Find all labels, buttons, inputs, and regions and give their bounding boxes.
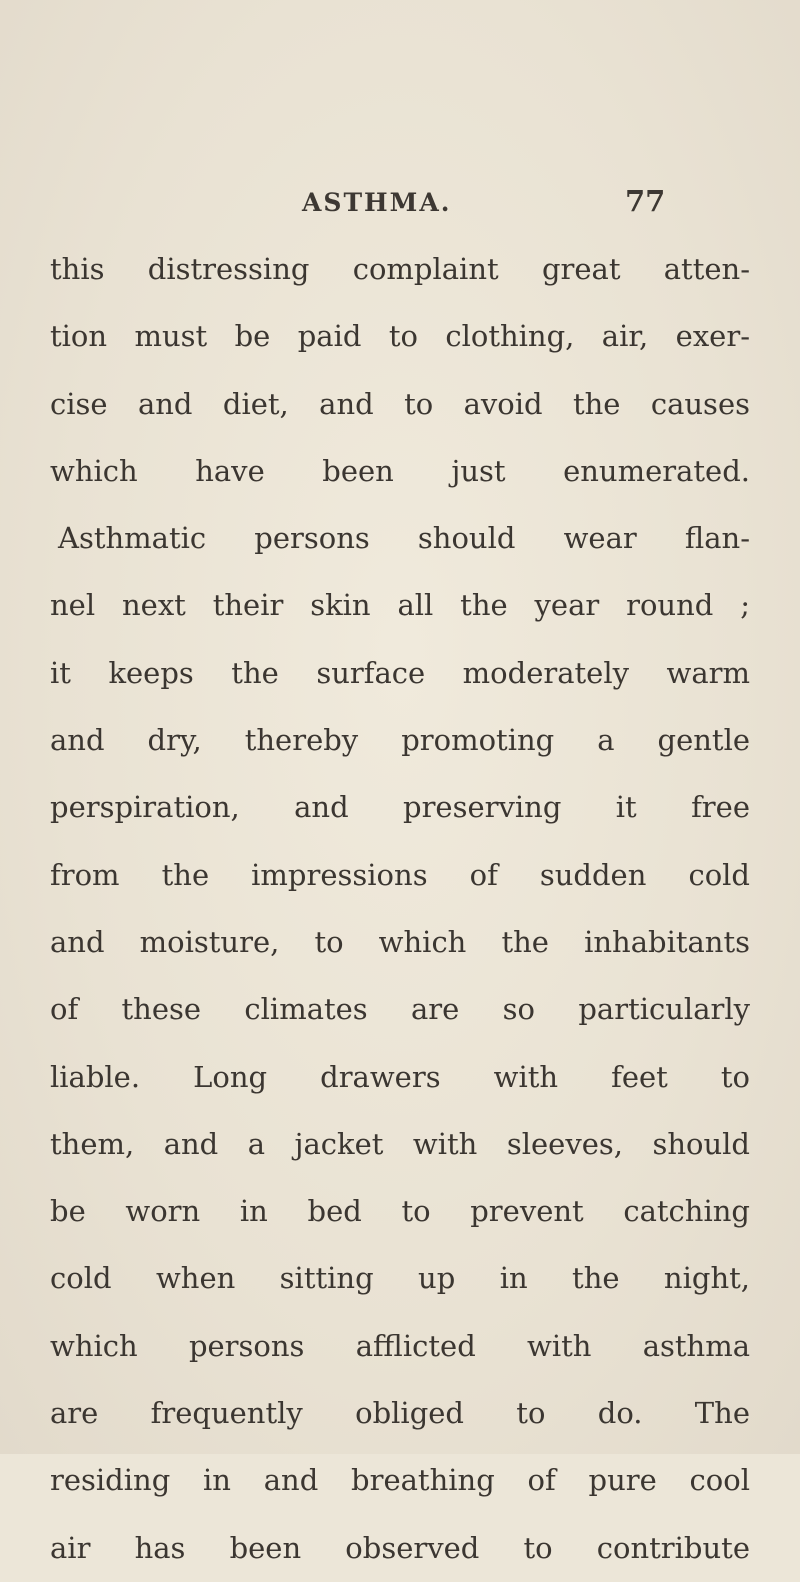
text-line: Asthmatic persons should wear flan- — [58, 521, 750, 556]
text-line: cold when sitting up in the night, — [50, 1261, 750, 1296]
text-line: them, and a jacket with sleeves, should — [50, 1126, 750, 1161]
text-line: tion must be paid to clothing, air, exer- — [50, 319, 750, 354]
text-line: liable. Long drawers with feet to — [50, 1059, 750, 1094]
running-head — [0, 184, 800, 228]
text-line: are frequently obliged to do. The — [50, 1396, 750, 1431]
text-line: of these climates are so particularly — [50, 992, 750, 1027]
text-line: and moisture, to which the inhabitants — [50, 924, 750, 959]
running-head-title: ASTHMA. — [302, 188, 452, 217]
text-line: which have been just enumerated. — [50, 453, 750, 488]
text-line: be worn in bed to prevent catching — [50, 1194, 750, 1229]
text-line: it keeps the surface moderately warm — [50, 655, 750, 690]
text-line: perspiration, and preserving it free — [50, 790, 750, 825]
text-line: residing in and breathing of pure cool — [50, 1463, 750, 1498]
text-line: air has been observed to contribute — [50, 1530, 750, 1565]
text-line: nel next their skin all the year round ; — [50, 588, 750, 623]
page-number: 77 — [625, 184, 666, 218]
text-line: and dry, thereby promoting a gentle — [50, 723, 750, 758]
text-line: from the impressions of sudden cold — [50, 857, 750, 892]
text-line: cise and diet, and to avoid the causes — [50, 386, 750, 421]
text-line: which persons afflicted with asthma — [50, 1328, 750, 1363]
text-line: this distressing complaint great atten- — [50, 252, 750, 286]
body-text — [50, 236, 750, 1582]
